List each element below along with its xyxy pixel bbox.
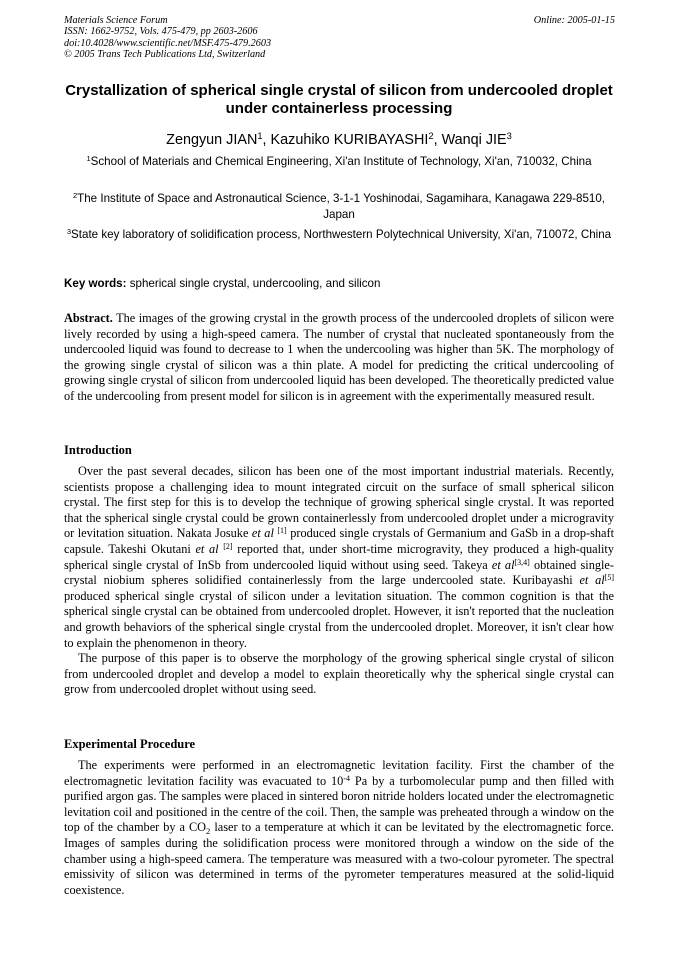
doi-line: doi:10.4028/www.scientific.net/MSF.475-479.2603 (64, 37, 272, 49)
citation: [5] (604, 573, 614, 583)
author-name: Wanqi JIE (441, 132, 507, 148)
introduction-paragraph-2: The purpose of this paper is to observe the morphology of the growing spherical single crystal of silicon from undercooled droplet and develop a model to explain theoretically why the spherical single crystal can grow from undercooled droplet without using seed. (64, 651, 614, 697)
introduction-body (64, 464, 614, 698)
author-affil-mark: 3 (506, 131, 512, 142)
introduction-paragraph-1: Over the past several decades, silicon has been one of the most important industrial materials. Recently, scientists propose a challenging idea to mount integrated circuit on the surface of small spherical silicon crystal. The first step for this is to develop the technique of growing spherical single crystal. It was reported that the spherical single crystal could be grown containerlessly from undercooled droplet under a microgravity or levitation situation. Nakata Josuke et al [1] produced single crystals of Germanium and GaSb in a drop-shaft capsule. Takeshi Okutani et al [2] reported that, under short-time microgravity, they produced a high-quality spherical single crystal of InSb from undercooled liquid without using seed. Takeya et al[3,4] obtained single-crystal niobium spheres solidified containerlessly from the large undercooled state. Kuribayashi et al[5] produced spherical single crystal of silicon under a levitation situation. The common cognition is that the spherical single crystal can be obtained from undercooled droplet. However, it isn't reported that the nucleation and growth behaviors of the spherical single crystal from the undercooled droplet. Moreover, it isn't clear how to explain the phenomenon in theory. (64, 464, 615, 650)
author-list: Zengyun JIAN$^1$, Kazuhiko KURIBAYASHI$^2$, Wanqi JIE$^3$ (166, 131, 512, 148)
abstract-text: The images of the growing crystal in the growth process of the undercooled droplets of silicon were lively recorded by using a high-speed camera. The number of crystal that nucleated spontaneously from the undercooled liquid was found to decrease to 1 when the undercooling was higher than 5K. The morphology of the growing single crystal of silicon was a thin plate. A model for predicting the critical undercooling of growing single crystal of silicon from undercooled liquid has been developed. The theoretically predicted value of the undercooling from present model for silicon is in agreement with the experimentally measured result. (64, 311, 614, 403)
experimental-body (64, 758, 614, 898)
abstract-label: Abstract. (64, 311, 113, 325)
copyright-line: © 2005 Trans Tech Publications Ltd, Switzerland (64, 49, 266, 61)
introduction-heading: Introduction (64, 443, 132, 457)
journal-metadata (64, 15, 271, 61)
affiliation-3: $^3$State key laboratory of solidification process, Northwestern Polytechnical University, Xi'an, 710072, China (66, 227, 612, 241)
citation: [3,4] (514, 557, 530, 567)
affiliation-2: $^2$The Institute of Space and Astronautical Science, 3-1-1 Yoshinodai, Sagamihara, Kanagawa 229-8510, Japan (72, 191, 606, 221)
keywords-label: Key words: (64, 277, 127, 290)
citation: [2] (223, 541, 233, 551)
author-name: Kazuhiko KURIBAYASHI (270, 132, 429, 148)
keywords (64, 276, 614, 292)
affiliation-1: $^1$School of Materials and Chemical Engineering, Xi'an Institute of Technology, Xi'an, 710032, China (86, 154, 592, 168)
keywords-text: spherical single crystal, undercooling, and silicon (126, 277, 381, 290)
experimental-heading: Experimental Procedure (64, 737, 196, 751)
journal-name: Materials Science Forum (64, 15, 168, 26)
issn-line: ISSN: 1662-9752, Vols. 475-479, pp 2603-2606 (64, 26, 258, 38)
experimental-paragraph: The experiments were performed in an electromagnetic levitation facility. First the chamber of the electromagnetic levitation facility was evacuated to $10^{-4}$ Pa by a turbomolecular pump and then filled with purified argon gas. The samples were placed in sintered boron nitride holders located under the electromagnetic levitation coil and positioned in the centre of the coil. Then, the sample was preheated through a window on the top of the chamber by a $CO_2$ laser to a temperature at which it can be levitated by the electromagnetic force. Images of samples during the solidification process were monitored through a window on the side of the chamber using a high-speed camera. The temperature was measured with a two-colour pyrometer. The spectral emissivity of silicon was determined in terms of the pyrometer temperatures measured at the solid-liquid coexistence. (64, 758, 614, 897)
citation: [1] (277, 526, 287, 536)
online-date: Online: 2005-01-15 (533, 15, 615, 26)
abstract (64, 311, 614, 405)
author-name: Zengyun JIAN (166, 132, 258, 148)
author-affil-mark: 2 (428, 131, 434, 142)
author-affil-mark: 1 (257, 131, 263, 142)
paper-title: Crystallization of spherical single crystal of silicon from undercooled droplet under containerless processing (65, 82, 613, 117)
